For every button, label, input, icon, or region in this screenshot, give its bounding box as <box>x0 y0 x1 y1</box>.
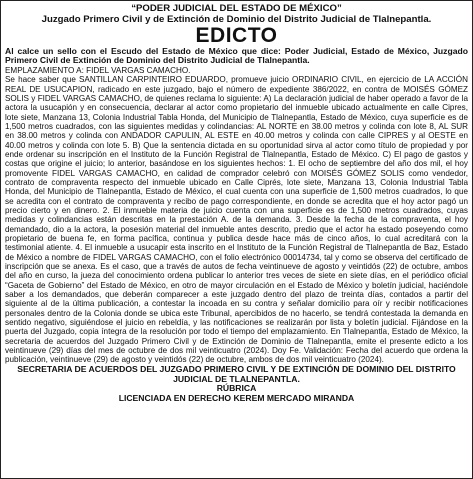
footer-signatory: LICENCIADA EN DERECHO KEREM MERCADO MIRANDA <box>118 393 355 404</box>
seal-description: Al calce un sello con el Escudo del Estado de México que dice: Poder Judicial, Estado de México, Juzgado Primero Civil de Extinción de Dominio del Distrito Judicial de Tlalnepantla. <box>5 46 468 66</box>
header-court-subtitle: Juzgado Primero Civil y de Extinción de Dominio del Distrito Judicial de Tlalnepantla. <box>41 14 432 25</box>
edict-body: Se hace saber que SANTILLAN CARPINTEIRO EDUARDO, promueve juicio ORDINARIO CIVIL, en ejercicio de LA ACCIÓN REAL DE USUCAPION, radicado en este juzgado, bajo el número de expediente 386/2022, en contra de MOISÉS GÓMEZ SOLIS y FIDEL VARGAS CAMACHO, de quienes reclama lo siguiente: A) La declaración judicial de haber operado a favor de la actora la usucapión y en consecuencia, declarar al actor como propietario del inmueble ubicado actualmente en calle Cipres, lote siete, Manzana 13, Colonia Industrial Tabla Honda, del Municipio de Tlalnepantla, Estado de México, cuya superficie es de 1,500 metros cuadrados, con las siguientes medidas y colindancias: AL NORTE en 38.00 metros y colinda con lote 8, AL SUR en 38.00 metros y colinda con ANDADOR CAPULIN, AL ESTE en 40.00 metros y colinda con calle CIPRES y al OESTE en 40.00 metros y colinda con lote 5. B) Que la sentencia dictada en su oportunidad sirva al actor como título de propiedad y por ende ordenar su inscripción en el Instituto de la Función Registral de Tlalnepantla, Estado de México. C) El pago de gastos y costas que origine el juicio; lo anterior, basándose en los siguientes hechos: 1. El ocho de septiembre del año dos mil, el hoy promovente FIDEL VARGAS CAMACHO, en calidad de comprador celebró con MOISÉS GÓMEZ SOLIS como vendedor, contrato de compraventa respecto del inmueble ubicado en Calle Ciprés, lote siete, Manzana 13, Colonia Industrial Tabla Honda, del Municipio de Tlalnepantla, Estado de México, el cual cuenta con una superficie de 1,500 metros cuadrados, lo que se acredita con el contrato de compraventa y recibo de pago correspondiente, en donde se acredita que el hoy actor pagó un precio cierto y en dinero. 2. El inmueble materia de juicio cuenta con una superficie es de 1,500 metros cuadrados, cuyas medidas y colindancias están descritas en la prestación A. de la demanda. 3. Desde la fecha de la compraventa, el hoy demandado, dio a la actora, la posesión material del inmueble antes descrito, predio que el actor ha estado poseyendo como propietario de buena fe, en forma pacífica, continua y publica desde hace más de cinco años, lo cual acreditará con la testimonial atiente. 4. El inmueble a usucapir esta inscrito en el Instituto de la Función Registral de Tlalnepantla de Baz, Estado de México a nombre de FIDEL VARGAS CAMACHO, con el folio electrónico 00014734, tal y como se observa del certificado de inscripción que se anexa. Es el caso, que a través de autos de fecha veintinueve de agosto y veintidós (22) de octubre, ambos del año en curso, la jueza del conocimiento ordena publicar lo anterior tres veces de siete en siete días, en el periódico oficial “Gaceta de Gobierno” del Estado de México, en otro de mayor circulación en el Estado de México y boletín judicial, haciéndole saber a los demandados, que deberán comparecer a este juzgado dentro del plazo de treinta días, contados a partir del siguiente al de la última publicación, a contestar la incoada en su contra y señalar domicilio para oír y recibir notificaciones personales dentro de la Colonia donde se ubica este Tribunal, apercibidos de no hacerlo, se tendrá contestada la demanda en sentido negativo, siguiéndose el juicio en rebeldía, y las notificaciones se realizarán por lista y boletín judicial. Fijándose en la puerta del Juzgado, copia íntegra de la resolución por todo el tiempo del emplazamiento. En Tlalnepantla, Estado de México, la secretaria de acuerdos del Juzgado Primero Civil y de Extinción de Dominio de Tlalnepantla, emite el presente edicto a los veintinueve (29) días del mes de octubre de dos mil veinticuatro (2024). Doy Fe. Validación: Fecha del acuerdo que ordena la publicación, veintinueve (29) de agosto y veintidós (22) de octubre, ambos de dos mil veinticuatro (2024). <box>5 75 468 365</box>
emplazamiento-line: EMPLAZAMIENTO A: FIDEL VARGAS CAMACHO. <box>5 65 191 75</box>
page-title: EDICTO <box>195 24 278 47</box>
footer-rubrica: RÚBRICA <box>216 383 257 394</box>
header-court-name: “PODER JUDICIAL DEL ESTADO DE MÉXICO” <box>131 3 342 14</box>
footer-secretary: SECRETARIA DE ACUERDOS DEL JUZGADO PRIMERO CIVIL Y DE EXTINCIÓN DE DOMINIO DEL DISTRITO JUDICIAL DE TLALNEPANTLA. <box>17 363 456 384</box>
